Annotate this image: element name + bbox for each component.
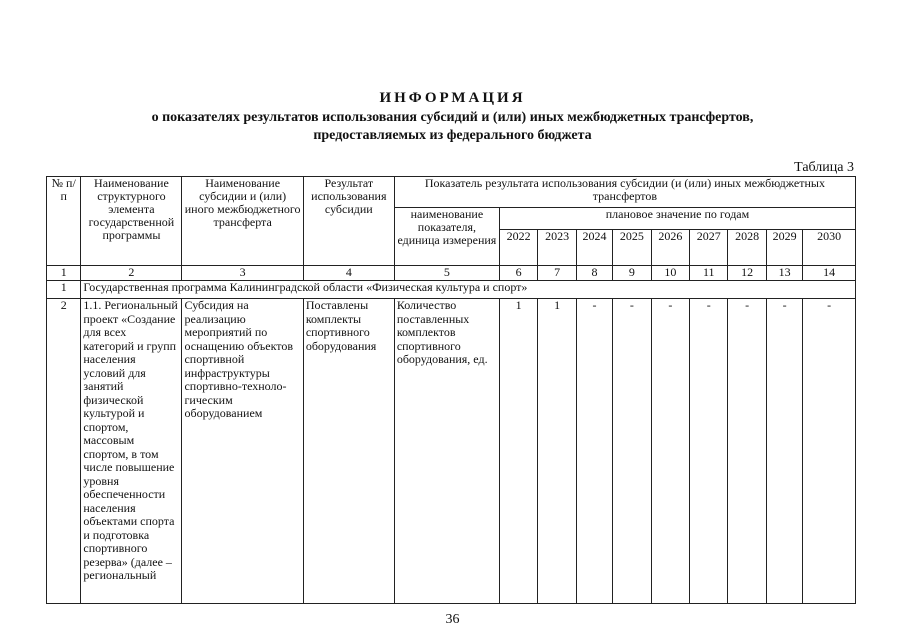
program-row-title: Государственная программа Калининградской области «Физическая культура и спорт» (81, 281, 856, 299)
header-year-2030: 2030 (803, 230, 856, 266)
row-2-value-2030: - (803, 299, 856, 604)
col-number: 9 (613, 266, 651, 281)
col-number: 4 (303, 266, 394, 281)
indicators-table (46, 176, 856, 604)
row-2-num: 2 (47, 299, 81, 604)
table-label: Таблица 3 (794, 160, 854, 175)
col-number: 11 (690, 266, 728, 281)
header-year-2022: 2022 (499, 230, 537, 266)
col-number: 1 (47, 266, 81, 281)
document-subtitle-line-2: предоставляемых из федерального бюджета (313, 128, 592, 143)
header-element: Наименование структурного элемента государственной программы (81, 177, 182, 266)
header-year-2025: 2025 (613, 230, 651, 266)
page-number: 36 (445, 612, 460, 627)
program-row-num: 1 (47, 281, 81, 299)
header-year-2029: 2029 (766, 230, 802, 266)
col-number: 13 (766, 266, 802, 281)
header-num: № п/п (47, 177, 81, 266)
row-2-value-2027: - (690, 299, 728, 604)
document-subtitle-line-1: о показателях результатов использования субсидий и (или) иных межбюджетных трансфертов, (151, 110, 754, 125)
document-title: ИНФОРМАЦИЯ (379, 90, 526, 106)
header-indicator-group: Показатель результата использования субсидии (и (или) иных межбюджетных трансфертов (394, 177, 855, 208)
row-2-value-2024: - (576, 299, 612, 604)
header-year-2024: 2024 (576, 230, 612, 266)
header-year-2026: 2026 (651, 230, 689, 266)
row-2-element: 1.1. Региональный проект «Создание для всех категорий и групп населения условий для занятий физической культурой и спортом, массовым спортом, в том числе повышение уровня обеспеченности населения объектами спорта и подготовка спортивного резерва» (далее – региональный (81, 299, 182, 604)
col-number: 7 (538, 266, 576, 281)
row-2-result: Поставлены комплекты спортивного оборудования (303, 299, 394, 604)
row-2-value-2023: 1 (538, 299, 576, 604)
col-number: 2 (81, 266, 182, 281)
row-2-value-2022: 1 (499, 299, 537, 604)
row-2-indicator: Количество поставленных комплектов спортивного оборудования, ед. (394, 299, 499, 604)
header-subsidy: Наименование субсидии и (или) иного межбюджетного трансферта (182, 177, 303, 266)
header-indicator-name: наименование показателя, единица измерения (394, 208, 499, 266)
header-year-2027: 2027 (690, 230, 728, 266)
row-2-subsidy: Субсидия на реализацию мероприятий по оснащению объектов спортивной инфраструктуры спортивно-техноло-гическим оборудованием (182, 299, 303, 604)
header-result: Результат использования субсидии (303, 177, 394, 266)
header-year-2028: 2028 (728, 230, 766, 266)
header-planned-values: плановое значение по годам (499, 208, 855, 230)
col-number: 10 (651, 266, 689, 281)
col-number: 5 (394, 266, 499, 281)
col-number: 8 (576, 266, 612, 281)
row-2-value-2029: - (766, 299, 802, 604)
row-2-value-2025: - (613, 299, 651, 604)
col-number: 14 (803, 266, 856, 281)
col-number: 3 (182, 266, 303, 281)
row-2-value-2026: - (651, 299, 689, 604)
col-number: 6 (499, 266, 537, 281)
col-number: 12 (728, 266, 766, 281)
row-2-value-2028: - (728, 299, 766, 604)
header-year-2023: 2023 (538, 230, 576, 266)
